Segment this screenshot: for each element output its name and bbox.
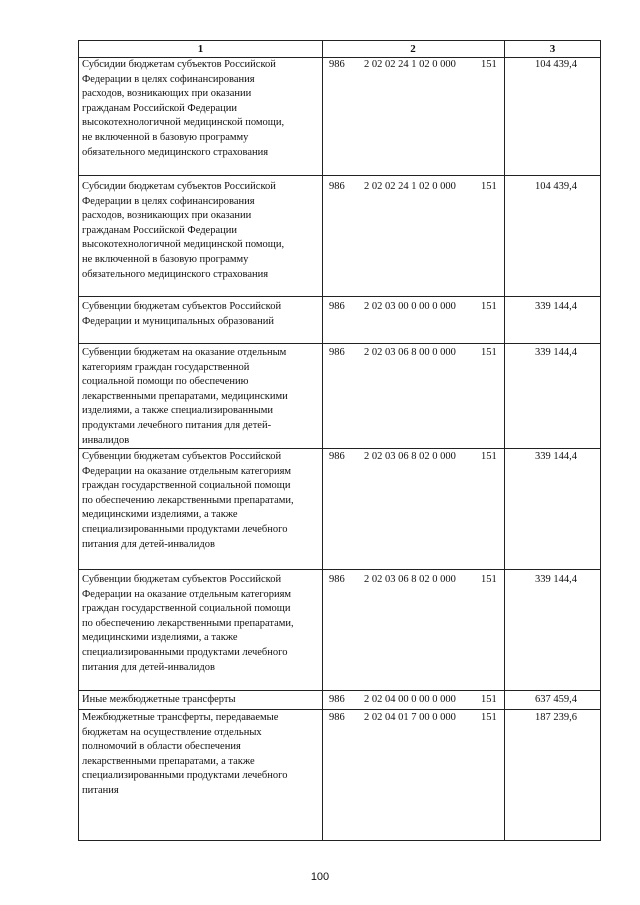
row-4-description: Субвенции бюджетам на оказание отдельным категориям граждан государственной социальной помощи по обеспечению лекарственными препаратами, медицинскими изделиями, а также специализированными продуктами лечебного питания для детей- инвалидов (82, 347, 288, 446)
row-3-kosgu: 151 (481, 301, 497, 312)
row-divider (79, 690, 600, 691)
header-col-2: 2 (410, 43, 416, 55)
row-5-amount: 339 144,4 (535, 451, 577, 462)
row-5-admin-code: 986 (329, 451, 345, 462)
column-divider (504, 41, 505, 840)
row-7-description: Иные межбюджетные трансферты (82, 694, 236, 705)
row-5-description: Субвенции бюджетам субъектов Российской Федерации на оказание отдельным категориям граждан государственной социальной помощи по обеспечению лекарственными препаратами, медицинскими изделиями, а также специализированными продуктами лечебного питания для детей-инвалидов (82, 451, 294, 550)
budget-table (78, 40, 601, 841)
row-2-admin-code: 986 (329, 181, 345, 192)
row-6-budget-code: 2 02 03 06 8 02 0 000 (364, 574, 456, 585)
row-2-kosgu: 151 (481, 181, 497, 192)
row-8-budget-code: 2 02 04 01 7 00 0 000 (364, 712, 456, 723)
row-6-admin-code: 986 (329, 574, 345, 585)
row-4-admin-code: 986 (329, 347, 345, 358)
row-divider (79, 343, 600, 344)
row-divider (79, 709, 600, 710)
page-number: 100 (310, 871, 330, 883)
row-1-amount: 104 439,4 (535, 59, 577, 70)
row-2-budget-code: 2 02 02 24 1 02 0 000 (364, 181, 456, 192)
row-divider (79, 175, 600, 176)
row-4-kosgu: 151 (481, 347, 497, 358)
header-col-3: 3 (549, 43, 556, 55)
column-divider (322, 41, 323, 840)
header-col-1: 1 (197, 43, 204, 55)
row-1-budget-code: 2 02 02 24 1 02 0 000 (364, 59, 456, 70)
row-1-kosgu: 151 (481, 59, 497, 70)
row-divider (79, 448, 600, 449)
row-3-budget-code: 2 02 03 00 0 00 0 000 (364, 301, 456, 312)
row-divider (79, 296, 600, 297)
row-5-kosgu: 151 (481, 451, 497, 462)
row-1-admin-code: 986 (329, 59, 345, 70)
row-1-description: Субсидии бюджетам субъектов Российской Федерации в целях софинансирования расходов, возникающих при оказании гражданам Российской Федерации высокотехнологичной медицинской помощи, не включенной в базовую программу обязательного медицинского страхования (82, 59, 285, 158)
row-2-amount: 104 439,4 (535, 181, 577, 192)
row-7-kosgu: 151 (481, 694, 497, 705)
row-8-kosgu: 151 (481, 712, 497, 723)
row-7-budget-code: 2 02 04 00 0 00 0 000 (364, 694, 456, 705)
row-3-amount: 339 144,4 (535, 301, 577, 312)
row-7-amount: 637 459,4 (535, 694, 577, 705)
row-7-admin-code: 986 (329, 694, 345, 705)
row-8-admin-code: 986 (329, 712, 345, 723)
row-6-amount: 339 144,4 (535, 574, 577, 585)
row-4-amount: 339 144,4 (535, 347, 577, 358)
row-8-description: Межбюджетные трансферты, передаваемые бюджетам на осуществление отдельных полномочий в области обеспечения лекарственными препаратами, а также специализированными продуктами лечебного питания (82, 712, 288, 796)
row-6-kosgu: 151 (481, 574, 497, 585)
row-8-amount: 187 239,6 (535, 712, 577, 723)
row-5-budget-code: 2 02 03 06 8 02 0 000 (364, 451, 456, 462)
row-3-admin-code: 986 (329, 301, 345, 312)
row-2-description: Субсидии бюджетам субъектов Российской Федерации в целях софинансирования расходов, возникающих при оказании гражданам Российской Федерации высокотехнологичной медицинской помощи, не включенной в базовую программу обязательного медицинского страхования (82, 181, 285, 280)
row-3-description: Субвенции бюджетам субъектов Российской Федерации и муниципальных образований (82, 301, 282, 327)
row-4-budget-code: 2 02 03 06 8 00 0 000 (364, 347, 456, 358)
row-divider (79, 569, 600, 570)
row-6-description: Субвенции бюджетам субъектов Российской Федерации на оказание отдельным категориям граждан государственной социальной помощи по обеспечению лекарственными препаратами, медицинскими изделиями, а также специализированными продуктами лечебного питания для детей-инвалидов (82, 574, 294, 673)
